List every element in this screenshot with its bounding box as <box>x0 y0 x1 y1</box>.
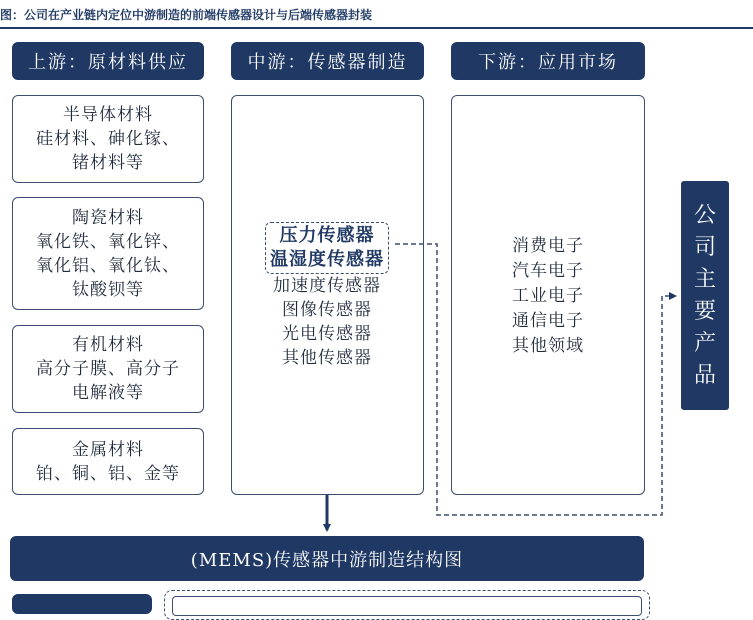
upstream-box-title: 陶瓷材料 <box>72 207 144 228</box>
lower-section-header <box>12 594 152 614</box>
application-communication: 通信电子 <box>512 311 584 331</box>
upstream-box-line: 氧化铁、氧化锌、 <box>36 231 180 252</box>
sensor-temp-humidity: 温湿度传感器 <box>270 249 384 270</box>
sensor-other: 其他传感器 <box>282 348 372 368</box>
application-industrial: 工业电子 <box>512 286 584 306</box>
caption-rule <box>0 27 753 29</box>
downstream-application-list <box>452 234 644 359</box>
upstream-box-ceramic <box>12 197 204 310</box>
application-automotive: 汽车电子 <box>512 261 584 281</box>
application-other: 其他领域 <box>512 336 584 356</box>
highlighted-sensors-box <box>265 222 389 274</box>
upstream-box-title: 金属材料 <box>72 439 144 460</box>
upstream-box-line: 硅材料、砷化镓、 <box>36 129 180 149</box>
upstream-box-line: 铂、铜、铝、金等 <box>36 463 180 484</box>
midstream-sensor-list <box>232 222 422 370</box>
sensor-photoelectric: 光电传感器 <box>282 324 372 344</box>
upstream-box-metal <box>12 428 204 495</box>
sensor-image: 图像传感器 <box>282 300 372 320</box>
company-products-text: 公司主要产品 <box>693 202 716 388</box>
upstream-box-line: 钛酸钡等 <box>72 279 144 300</box>
header-downstream: 下游：应用市场 <box>451 42 645 80</box>
sensor-acceleration: 加速度传感器 <box>273 276 381 296</box>
upstream-box-title: 半导体材料 <box>63 105 153 125</box>
upstream-box-organic <box>12 325 204 413</box>
header-upstream: 上游：原材料供应 <box>12 42 204 80</box>
upstream-box-semiconductor <box>12 95 204 183</box>
upstream-box-line: 电解液等 <box>72 383 144 403</box>
upstream-box-line: 锗材料等 <box>72 153 144 173</box>
mems-structure-bar: (MEMS)传感器中游制造结构图 <box>10 536 644 581</box>
upstream-box-line: 氧化铝、氧化钛、 <box>36 255 180 276</box>
figure-caption: 图：公司在产业链内定位中游制造的前端传感器设计与后端传感器封装 <box>0 8 373 22</box>
sensor-pressure: 压力传感器 <box>279 225 375 246</box>
application-consumer: 消费电子 <box>512 236 584 256</box>
lower-section-inner-box <box>172 596 642 616</box>
upstream-box-title: 有机材料 <box>72 335 144 355</box>
header-midstream: 中游：传感器制造 <box>231 42 424 80</box>
upstream-box-line: 高分子膜、高分子 <box>36 359 180 379</box>
company-products-label <box>681 181 729 410</box>
